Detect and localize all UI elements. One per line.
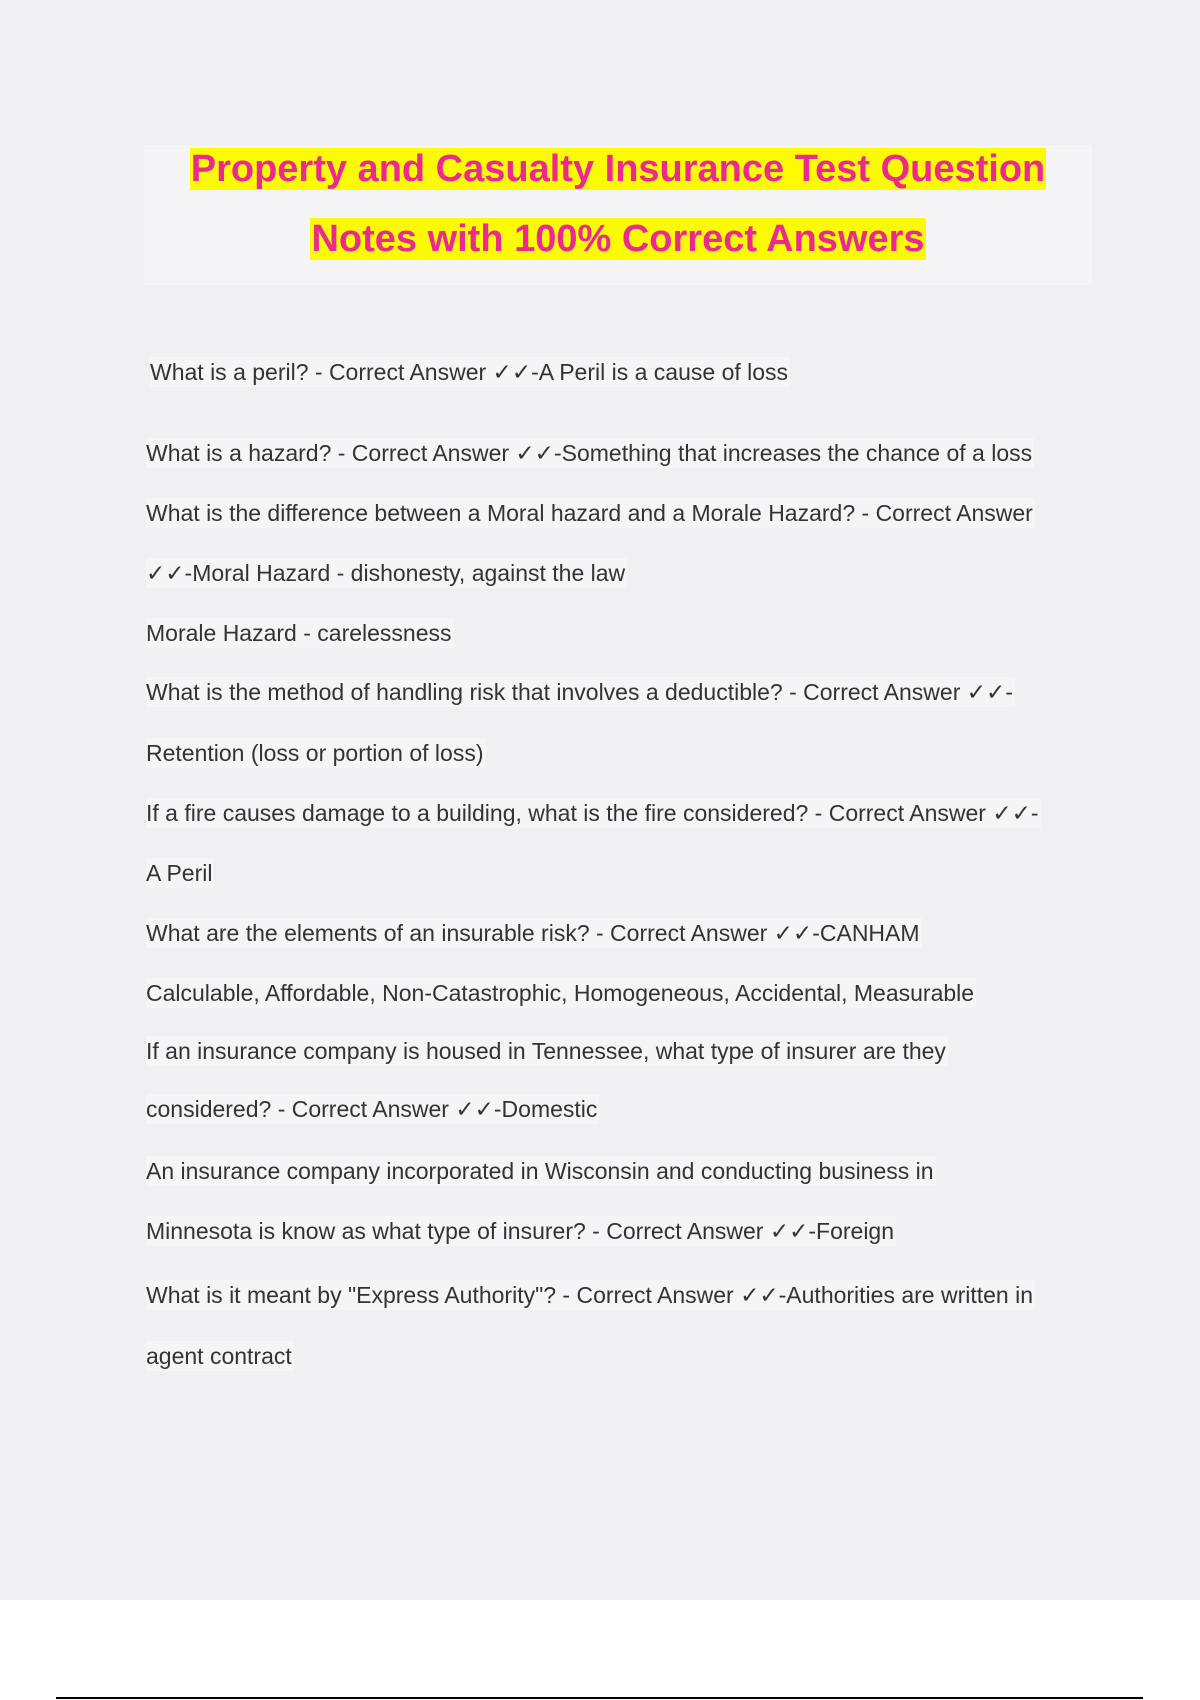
text-line: Retention (loss or portion of loss) (146, 740, 484, 766)
text-line: An insurance company incorporated in Wisconsin and conducting business in (146, 1158, 934, 1184)
text-line: If an insurance company is housed in Tennessee, what type of insurer are they (146, 1038, 946, 1064)
text-line: What is a peril? - Correct Answer ✓✓-A Peril is a cause of loss (150, 359, 789, 385)
text-line: ✓✓-Moral Hazard - dishonesty, against the law (146, 560, 626, 586)
text-line: What is the difference between a Moral hazard and a Morale Hazard? - Correct Answer (146, 500, 1033, 526)
text-line: considered? - Correct Answer ✓✓-Domestic (146, 1096, 598, 1122)
text-line: What is a hazard? - Correct Answer ✓✓-Something that increases the chance of a loss (146, 440, 1033, 466)
text-line: Calculable, Affordable, Non-Catastrophic, Homogeneous, Accidental, Measurable (146, 980, 975, 1006)
title-highlight-1: Property and Casualty Insurance Test Question (190, 148, 1046, 190)
document-title-line-2 (144, 216, 1092, 262)
text-line: Morale Hazard - carelessness (146, 620, 452, 646)
text-line: Minnesota is know as what type of insurer? - Correct Answer ✓✓-Foreign (146, 1218, 895, 1244)
text-line: What is it meant by "Express Authority"? - Correct Answer ✓✓-Authorities are written in (146, 1282, 1034, 1308)
document-title-line-1 (144, 146, 1092, 192)
text-line: If a fire causes damage to a building, what is the fire considered? - Correct Answer ✓✓- (146, 800, 1039, 826)
text-line: agent contract (146, 1343, 292, 1369)
text-line: What are the elements of an insurable risk? - Correct Answer ✓✓-CANHAM (146, 920, 920, 946)
title-highlight-2: Notes with 100% Correct Answers (311, 218, 925, 260)
text-line: What is the method of handling risk that involves a deductible? - Correct Answer ✓✓- (146, 679, 1013, 705)
text-line: A Peril (146, 860, 213, 886)
footer-divider (56, 1697, 1143, 1699)
